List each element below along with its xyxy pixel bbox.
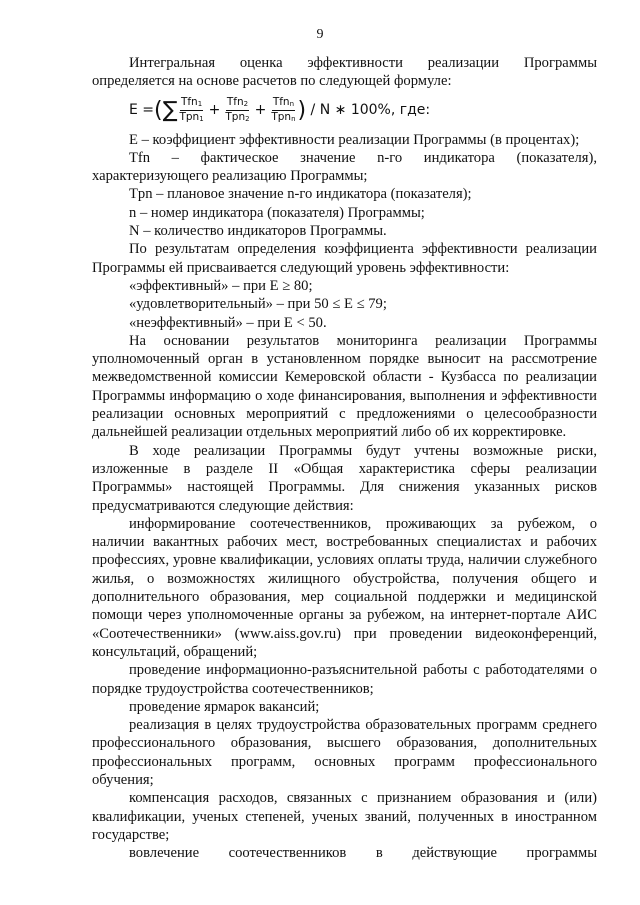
action-involvement: вовлечение соотечественников в действующие программы bbox=[129, 845, 597, 862]
formula-term-1: $\frac{Tfn_1}{Tpn_1}$ bbox=[179, 96, 204, 124]
formula-term-n: $\frac{Tfn_n}{Tpn_n}$ bbox=[271, 96, 296, 124]
formula-sigma: ∑ bbox=[162, 97, 178, 123]
paragraph-monitoring: На основании результатов мониторинга реализации Программы уполномоченный орган в установленном порядке выносит на рассмотрение межведомственной комиссии Кемеровской области - Кузбасса по реализации Программы информацию о ходе финансирования, выполнения и эффективности реализации основных мероприятий с предложениями о целесообразности дальнейшей реализации отдельных мероприятий либо об их корректировке. bbox=[92, 332, 597, 441]
level-satisfactory: «удовлетворительный» – при 50 ≤ E ≤ 79; bbox=[129, 296, 387, 313]
action-informing: информирование соотечественников, проживающих за рубежом, о наличии вакантных рабочих мест, востребованных специалистах и рабочих профессиях, уровне квалификации, условиях оплаты труда, наличии служебного жилья, о возможностях жилищного обустройства, получения общего и дополнительного образования, мер социальной поддержки и медицинской помощи через уполномоченные органы за рубежом, на интернет-портале АИС «Соотечественники» (www.aiss.gov.ru) при проведении видеоконференций, консультаций, обращений; bbox=[92, 515, 597, 660]
action-job-fairs: проведение ярмарок вакансий; bbox=[129, 698, 320, 715]
action-education-programs: реализация в целях трудоустройства образовательных программ среднего профессионального образования, высшего образования, дополнительных профессиональных программ, основных программ профессионального обучения; bbox=[92, 717, 597, 788]
paragraph-intro: Интегральная оценка эффективности реализации Программы определяется на основе расчетов по следующей формуле: bbox=[92, 55, 597, 90]
action-compensation: компенсация расходов, связанных с признанием образования и (или) квалификации, ученых степеней, ученых званий, полученных в иностранном государстве; bbox=[92, 790, 597, 843]
paragraph-tpn-definition: Tpn – плановое значение n-го индикатора (показателя); bbox=[129, 186, 472, 203]
efficiency-formula: E = ( ∑ $\frac{Tfn_1}{Tpn_1}$ + $\frac{Tfn_2}{Tpn_2}$ + $\frac{Tfn_n}{Tpn_n}$ ) / N ∗ 100%, где: bbox=[129, 96, 431, 124]
formula-lhs: E = bbox=[129, 102, 155, 119]
paragraph-e-definition: E – коэффициент эффективности реализации Программы (в процентах); bbox=[129, 131, 580, 148]
paragraph-count-definition: N – количество индикаторов Программы. bbox=[129, 223, 387, 240]
paragraph-risks: В ходе реализации Программы будут учтены возможные риски, изложенные в разделе II «Общая характеристика сферы реализации Программы» настоящей Программы. Для снижения указанных рисков предусматриваются следующие действия: bbox=[92, 442, 597, 514]
formula-tail: / N ∗ 100%, где: bbox=[306, 102, 431, 119]
level-effective: «эффективный» – при E ≥ 80; bbox=[129, 277, 313, 294]
page-number: 9 bbox=[316, 27, 324, 42]
paragraph-tfn-definition: Tfn – фактическое значение n-го индикатора (показателя), характеризующего реализацию Программы; bbox=[92, 149, 597, 185]
formula-term-2: $\frac{Tfn_2}{Tpn_2}$ bbox=[225, 96, 250, 124]
level-ineffective: «неэффективный» – при E < 50. bbox=[129, 314, 327, 331]
document-body bbox=[92, 54, 597, 862]
paragraph-n-definition: n – номер индикатора (показателя) Программы; bbox=[129, 204, 425, 221]
action-explanatory-work: проведение информационно-разъяснительной работы с работодателями о порядке трудоустройства соотечественников; bbox=[92, 662, 597, 697]
paragraph-levels-intro: По результатам определения коэффициента эффективности реализации Программы ей присваивается следующий уровень эффективности: bbox=[92, 241, 597, 276]
